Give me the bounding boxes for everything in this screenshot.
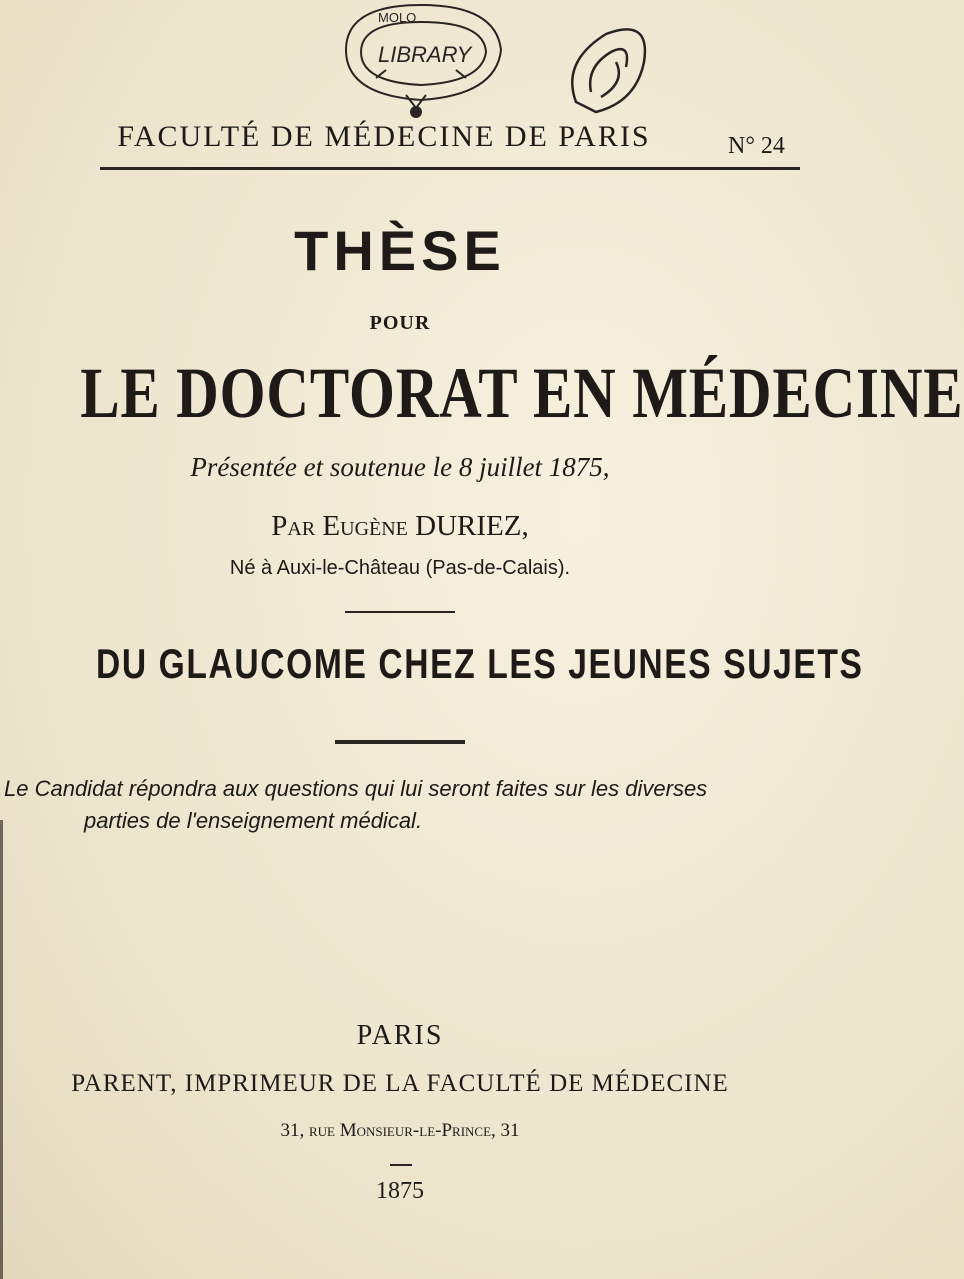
- imprint-year: 1875: [376, 1178, 424, 1204]
- candidate-note-line2: parties de l'enseignement médical.: [84, 808, 423, 833]
- presentation-line: Présentée et soutenue le 8 juillet 1875,: [190, 452, 610, 482]
- author-first-name: Eugène: [322, 510, 408, 542]
- imprint-city: PARIS: [356, 1020, 444, 1051]
- par-word: Par: [271, 510, 316, 542]
- these-title: THÈSE: [294, 219, 506, 282]
- page-edge-shadow: [0, 820, 3, 1279]
- candidate-note-line1: Le Candidat répondra aux questions qui lui seront faites sur les diverses: [4, 776, 708, 801]
- imprint-address-text: 31, rue Monsieur-le-Prince, 31: [280, 1120, 520, 1141]
- library-stamp: [316, 0, 526, 120]
- author-line: [0, 510, 800, 543]
- monogram-stamp: [556, 22, 656, 122]
- stamp-library-text: LIBRARY: [378, 42, 472, 67]
- imprint-printer: PARENT, IMPRIMEUR DE LA FACULTÉ DE MÉDECINE: [71, 1070, 729, 1097]
- divider-short: [345, 611, 455, 613]
- degree-title: LE DOCTORAT EN MÉDECINE: [80, 353, 964, 433]
- imprint-address: [0, 1120, 800, 1142]
- thesis-subject: DU GLAUCOME CHEZ LES JEUNES SUJETS: [96, 640, 864, 687]
- pour-label: POUR: [369, 312, 431, 334]
- stamp-ring-text: MOLO: [378, 10, 417, 25]
- imprint-dash: [390, 1164, 412, 1166]
- faculty-heading: FACULTÉ DE MÉDECINE DE PARIS: [117, 120, 651, 153]
- candidate-note: [4, 773, 794, 837]
- header-rule: [100, 167, 800, 170]
- thesis-number: N° 24: [728, 133, 785, 159]
- birthplace-line: Né à Auxi-le-Château (Pas-de-Calais).: [229, 557, 571, 579]
- divider-thick: [335, 740, 465, 744]
- author-last-name: DURIEZ,: [415, 510, 529, 542]
